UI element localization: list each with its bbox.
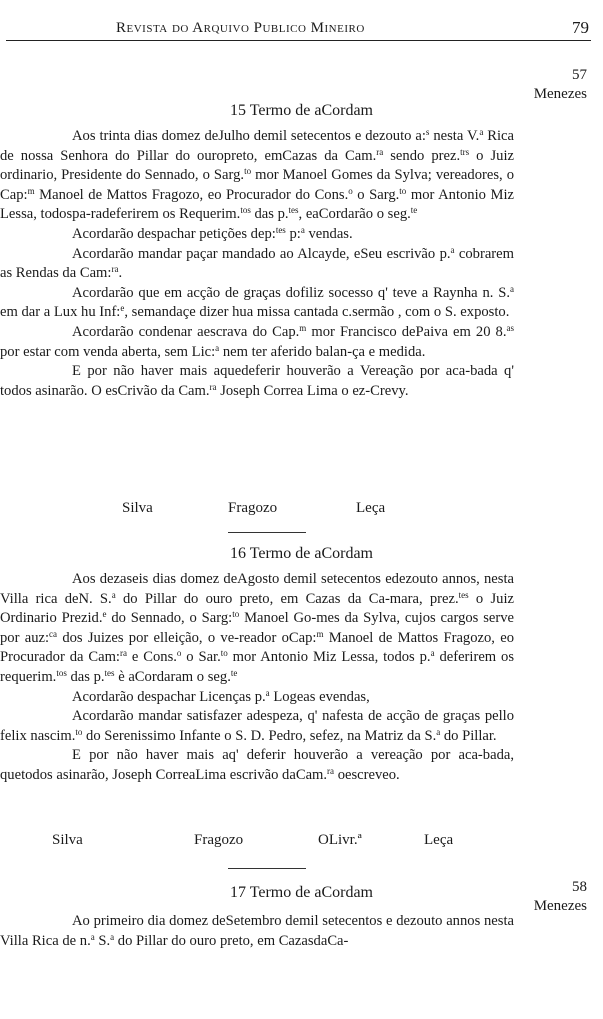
superscript-abbreviation: a (215, 342, 220, 353)
signature-fragozo: Fragozo (194, 832, 244, 848)
entry-name: Menezes (533, 898, 587, 914)
signature-olivr: OLivr.ª (318, 832, 362, 848)
superscript-abbreviation: ra (327, 765, 335, 776)
superscript-abbreviation: ra (376, 146, 384, 157)
superscript-abbreviation: ra (120, 648, 127, 659)
superscript-abbreviation: a (90, 931, 95, 942)
paragraph: Aos trinta dias domez deJulho demil setecentos e dezouto a:$^s$ nesta V.$^a$ Rica de nossa Senhora do Pillar do ouropreto, emCazas da Cam.$^{ra}$ sendo prez.$^{trs}$ o Juiz ordinario, Presidente do Sennado, o Sarg.$^{to}$ mor Manoel Gomes da Sylva; vereadores, o Cap:$^m$ Manoel de Mattos Fragozo, eo Procurador do Cons.$^o$ o Sarg.$^{to}$ mor Antonio Miz Lessa, todospa-radeferirem os Requerim.$^{tos}$ das p.$^{tes}$, eaCordarão o seg.$^{te}$ (0, 127, 514, 223)
superscript-abbreviation: a (111, 589, 116, 600)
superscript-abbreviation: ca (49, 628, 58, 639)
entry-name: Menezes (533, 86, 587, 102)
superscript-abbreviation: to (232, 609, 240, 620)
signature-silva: Silva (122, 500, 153, 516)
paragraph: Acordarão despachar petições dep:$^{tes}$ p:$^a$ vendas. (72, 224, 353, 242)
superscript-abbreviation: a (436, 726, 441, 737)
superscript-abbreviation: to (220, 648, 228, 659)
superscript-abbreviation: m (299, 322, 307, 333)
journal-title: Revista do Arquivo Publico Mineiro (116, 20, 365, 36)
termo-17-body (0, 912, 514, 951)
superscript-abbreviation: a (510, 283, 514, 294)
paragraph: Acordarão condenar aescrava do Cap.$^m$ mor Francisco dePaiva em 20 8.$^{as}$ por estar com venda aberta, sem Lic:$^a$ nem ter aferido balan-ça e medida. (0, 322, 514, 360)
page-number: 79 (572, 18, 589, 37)
paragraph: Acordarão mandar satisfazer adespeza, q' nafesta de acção de graças pello felix nascim.$^{to}$ do Serenissimo Infante o S. D. Pedro, sefez, na Matriz da S.$^a$ do Pillar. (0, 708, 514, 744)
superscript-abbreviation: te (410, 205, 418, 216)
entry-number: 57 (572, 67, 587, 83)
termo-16-title: 16 Termo de aCordam (230, 545, 373, 562)
superscript-abbreviation: s (425, 127, 430, 137)
superscript-abbreviation: a (479, 127, 484, 137)
signature-leca: Leça (356, 500, 386, 516)
paragraph: Aos dezaseis dias domez deAgosto demil setecentos edezouto annos, nesta Villa rica deN. S.$^a$ do Pillar do ouro preto, em Cazas da Ca-mara, prez.$^{tes}$ o Juiz Ordinario Prezid.$^e$ do Sennado, o Sarg:$^{to}$ Manoel Go-mes da Sylva, cujos cargos serve por auz:$^{ca}$ dos Juizes por elleição, o ve-reador oCap:$^m$ Manoel de Mattos Fragozo, eo Procurador da Cam:$^{ra}$ e Cons.$^o$ o Sar.$^{to}$ mor Antonio Miz Lessa, todos p.$^a$ deferirem os requerim.$^{tos}$ das p.$^{tes}$ è aCordaram o seg.$^{te}$ (0, 571, 515, 685)
superscript-abbreviation: te (230, 667, 238, 678)
superscript-abbreviation: tos (56, 667, 67, 678)
superscript-abbreviation: tes (275, 224, 286, 235)
running-header (6, 16, 591, 41)
paragraph: Acordarão despachar Licenças p.$^a$ Logeas evendas, (72, 687, 370, 705)
signature-fragozo: Fragozo (228, 500, 278, 516)
superscript-abbreviation: a (300, 224, 305, 235)
superscript-abbreviation: e (102, 609, 107, 620)
superscript-abbreviation: tes (288, 205, 299, 216)
superscript-abbreviation: to (399, 185, 407, 196)
entry-number: 58 (572, 879, 587, 895)
superscript-abbreviation: m (27, 185, 35, 196)
paragraph: Acordarão que em acção de graças dofiliz socesso q' teve a Raynha n. S.$^a$ em dar a Lux hu Inf:$^e$, semandaçe dizer hua missa cantada c.sermão , com o S. exposto. (0, 283, 514, 321)
superscript-abbreviation: to (244, 166, 252, 177)
signature-silva: Silva (52, 832, 83, 848)
superscript-abbreviation: ra (209, 381, 217, 392)
superscript-abbreviation: tes (458, 589, 469, 600)
termo-17-title: 17 Termo de aCordam (230, 884, 373, 901)
superscript-abbreviation: as (506, 322, 514, 333)
section-rule (228, 532, 306, 533)
superscript-abbreviation: o (348, 185, 353, 196)
superscript-abbreviation: e (120, 303, 125, 314)
termo-15-title: 15 Termo de aCordam (230, 102, 373, 119)
superscript-abbreviation: m (316, 628, 324, 639)
paragraph: E por não haver mais aq' deferir houverão a vereação por aca-bada, quetodos asinarão, Joseph CorreaLima escrivão daCam.$^{ra}$ oescreveo. (0, 747, 514, 783)
termo-16-body (0, 570, 514, 786)
superscript-abbreviation: a (450, 244, 455, 255)
paragraph: Ao primeiro dia domez deSetembro demil setecentos e dezouto annos nesta Villa Rica de n.$^a$ S.$^a$ do Pillar do ouro preto, em CazasdaCa- (0, 913, 514, 949)
superscript-abbreviation: to (75, 726, 83, 737)
paragraph: E por não haver mais aquedeferir houverão a Vereação por aca-bada q' todos asinarão. O esCrivão da Cam.$^{ra}$ Joseph Correa Lima o ez-Crevy. (0, 363, 514, 399)
superscript-abbreviation: tos (240, 205, 251, 216)
superscript-abbreviation: a (110, 931, 115, 942)
superscript-abbreviation: a (430, 648, 435, 659)
signature-leca: Leça (424, 832, 454, 848)
paragraph: Acordarão mandar paçar mandado ao Alcayde, eSeu escrivão p.$^a$ cobrarem as Rendas da Cam:$^{ra}$. (0, 244, 514, 282)
section-rule (228, 868, 306, 869)
termo-15-body (0, 127, 514, 401)
margin-note-57 (534, 66, 587, 104)
superscript-abbreviation: a (265, 687, 270, 698)
superscript-abbreviation: tes (104, 667, 115, 678)
superscript-abbreviation: o (176, 648, 182, 659)
superscript-abbreviation: ra (111, 264, 119, 275)
superscript-abbreviation: trs (460, 146, 470, 157)
